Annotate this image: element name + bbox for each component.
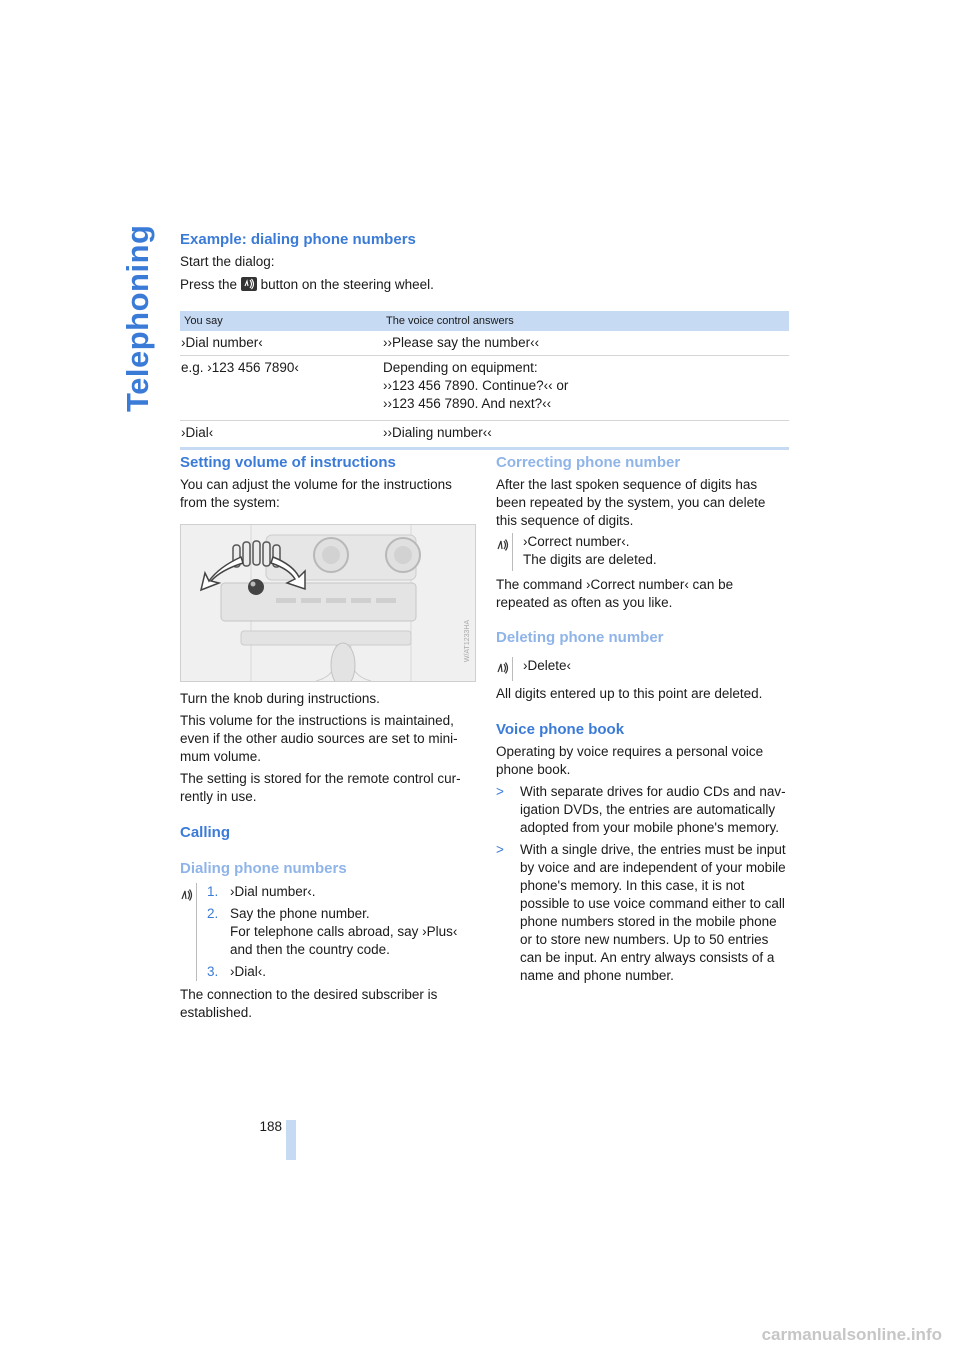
step-number: 2. — [207, 906, 219, 921]
volume-stored-text: The setting is stored for the remote control cur-rently in use. — [180, 771, 461, 804]
correcting-repeat: The command ›Correct number‹ can be repeated as often as you like. — [496, 577, 734, 610]
table-cell-say: ›Dial number‹ — [180, 331, 382, 356]
voice-dialog-table — [180, 311, 789, 450]
example-intro: Start the dialog: — [180, 254, 275, 269]
press-after: button on the steering wheel. — [260, 277, 434, 292]
voicebook-intro: Operating by voice requires a personal voice phone book. — [496, 744, 764, 777]
table-cell-answer: ››Dialing number‹‹ — [382, 421, 789, 449]
correct-command-block — [496, 533, 788, 571]
answer-line: Depending on equipment: — [383, 360, 538, 375]
voice-button-icon — [241, 277, 257, 291]
table-cell-say: e.g. ›123 456 7890‹ — [180, 356, 382, 421]
voicebook-heading: Voice phone book — [496, 721, 625, 738]
audio-knob-image — [180, 524, 476, 682]
col-you-say: You say — [180, 311, 382, 331]
deleting-result: All digits entered up to this point are deleted. — [496, 686, 763, 701]
answer-line: ››123 456 7890. Continue?‹‹ or — [383, 378, 569, 393]
page-number-bar — [286, 1120, 296, 1160]
correcting-intro: After the last spoken sequence of digits has been repeated by the system, you can delete this sequence of digits. — [496, 477, 766, 528]
press-instruction — [180, 276, 580, 294]
correct-command: ›Correct number‹. — [523, 534, 630, 549]
list-item: > With separate drives for audio CDs and nav-igation DVDs, the entries are automatically adopted from your mobile phone's memory. — [496, 783, 790, 837]
step-text: Say the phone number. — [230, 906, 370, 921]
console-illustration — [181, 525, 475, 681]
image-code: W/AT1233HA — [463, 619, 471, 663]
dialing-steps-block — [180, 883, 472, 983]
example-heading: Example: dialing phone numbers — [180, 231, 416, 248]
footer-watermark: carmanualsonline.info — [761, 1325, 942, 1344]
step-number: 3. — [207, 964, 219, 979]
col-voice-answers: The voice control answers — [382, 311, 789, 331]
table-row — [180, 331, 789, 356]
volume-heading: Setting volume of instructions — [180, 454, 396, 471]
voice-icon — [496, 538, 510, 552]
step-text: ›Dial number‹. — [230, 884, 316, 899]
table-cell-answer: ››Please say the number‹‹ — [382, 331, 789, 356]
calling-heading: Calling — [180, 824, 231, 841]
table-row — [180, 421, 789, 449]
voice-icon — [180, 888, 194, 902]
voice-divider — [512, 533, 513, 571]
list-item — [207, 963, 472, 981]
list-item — [207, 883, 472, 901]
deleting-heading: Deleting phone number — [496, 629, 664, 646]
correcting-heading: Correcting phone number — [496, 454, 681, 471]
voice-divider — [196, 883, 197, 981]
delete-command: ›Delete‹ — [523, 658, 572, 673]
table-cell-answer — [382, 356, 789, 421]
table-row — [180, 356, 789, 421]
voicebook-bullets — [496, 783, 790, 989]
page-number: 188 — [259, 1119, 282, 1134]
step-text: ›Dial‹. — [230, 964, 266, 979]
table-header-row — [180, 311, 789, 331]
volume-maintained-text: This volume for the instructions is maintained, even if the other audio sources are set to mini-mum volume. — [180, 713, 458, 764]
volume-knob-text: Turn the knob during instructions. — [180, 691, 380, 706]
table-cell-say: ›Dial‹ — [180, 421, 382, 449]
volume-intro: You can adjust the volume for the instructions from the system: — [180, 477, 452, 510]
step-number: 1. — [207, 884, 219, 899]
correct-command-result: The digits are deleted. — [523, 552, 657, 567]
step-subtext: For telephone calls abroad, say ›Plus‹ and then the country code. — [230, 924, 458, 957]
dialing-subheading: Dialing phone numbers — [180, 860, 347, 877]
press-before: Press the — [180, 277, 238, 292]
calling-result: The connection to the desired subscriber is established. — [180, 987, 438, 1020]
section-title: Telephoning — [120, 224, 155, 412]
answer-line: ››123 456 7890. And next?‹‹ — [383, 396, 552, 411]
voice-icon — [496, 661, 510, 675]
list-item: > With a single drive, the entries must be input by voice and are independent of your mobile phone's memory. In this case, it is not possible to use voice command either to call phone numbers stored in the mobile phone or to store new numbers. Up to 50 entries can be input. An entry always consists of a name and phone number. — [496, 841, 790, 985]
list-item — [207, 905, 472, 959]
voice-divider — [512, 657, 513, 681]
delete-command-block — [496, 657, 788, 681]
